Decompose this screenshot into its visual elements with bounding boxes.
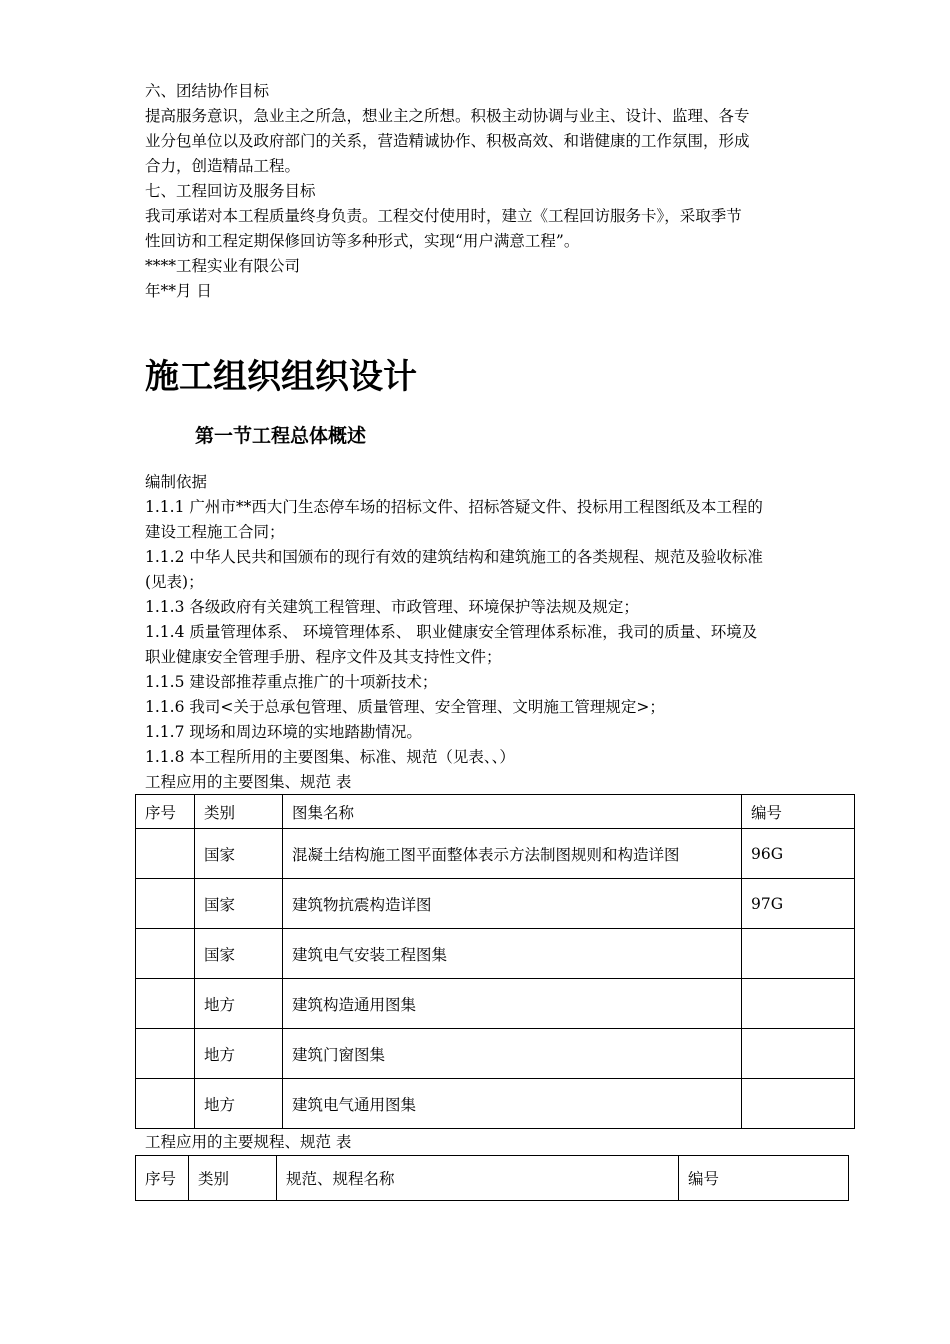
paragraph-line: 业分包单位以及政府部门的关系，营造精诚协作、积极高效、和谐健康的工作氛围，形成 [145, 132, 750, 150]
cell-index [136, 1029, 195, 1079]
cell-category: 地方 [195, 1079, 283, 1129]
paragraph-line: 我司承诺对本工程质量终身负责。工程交付使用时，建立《工程回访服务卡》，采取季节 [145, 207, 742, 225]
cell-name: 建筑物抗震构造详图 [283, 879, 742, 929]
cell-name: 混凝土结构施工图平面整体表示方法制图规则和构造详图 [283, 829, 742, 879]
table-row [136, 1029, 855, 1079]
header-cell-code: 编号 [742, 795, 855, 829]
company-name: ****工程实业有限公司 [145, 257, 301, 275]
header-cell-name: 图集名称 [283, 795, 742, 829]
basis-line: 1.1.6 我司<关于总承包管理、质量管理、安全管理、文明施工管理规定>； [145, 698, 665, 716]
table-row [136, 929, 855, 979]
paragraph-line: 提高服务意识，急业主之所急，想业主之所想。积极主动协调与业主、设计、监理、各专 [145, 107, 750, 125]
heading-service-goal: 七、工程回访及服务目标 [145, 182, 316, 200]
cell-index [136, 1079, 195, 1129]
basis-line: 职业健康安全管理手册、程序文件及其支持性文件； [145, 648, 502, 666]
cell-category: 地方 [195, 1029, 283, 1079]
heading-teamwork-goal: 六、团结协作目标 [145, 82, 270, 100]
cell-name: 建筑电气通用图集 [283, 1079, 742, 1129]
basis-line: 1.1.3 各级政府有关建筑工程管理、市政管理、环境保护等法规及规定； [145, 598, 639, 616]
basis-line: 1.1.1 广州市**西大门生态停车场的招标文件、招标答疑文件、投标用工程图纸及本工程的 [145, 498, 763, 516]
header-cell-code: 编号 [679, 1156, 849, 1201]
cell-code: 96G [742, 829, 855, 879]
header-cell-name: 规范、规程名称 [277, 1156, 679, 1201]
section-title: 第一节工程总体概述 [195, 425, 367, 447]
basis-line: 1.1.2 中华人民共和国颁布的现行有效的建筑结构和建筑施工的各类规程、规范及验收标准 [145, 548, 763, 566]
basis-line: 1.1.4 质量管理体系、 环境管理体系、 职业健康安全管理体系标准，我司的质量、环境及 [145, 623, 758, 641]
paragraph-line: 合力，创造精品工程。 [145, 157, 301, 175]
cell-code: 97G [742, 879, 855, 929]
basis-line: 1.1.8 本工程所用的主要图集、标准、规范（见表、、） [145, 748, 515, 766]
basis-line: 1.1.5 建设部推荐重点推广的十项新技术； [145, 673, 438, 691]
cell-category: 地方 [195, 979, 283, 1029]
basis-line: (见表)； [145, 573, 204, 591]
cell-index [136, 929, 195, 979]
cell-index [136, 829, 195, 879]
table-header-row [136, 1156, 849, 1201]
header-cell-index: 序号 [136, 1156, 189, 1201]
cell-code [742, 1079, 855, 1129]
atlas-table [135, 794, 855, 1129]
cell-code [742, 929, 855, 979]
cell-name: 建筑门窗图集 [283, 1029, 742, 1079]
basis-line: 建设工程施工合同； [145, 523, 285, 541]
table2-caption: 工程应用的主要规程、规范 表 [145, 1133, 352, 1151]
cell-category: 国家 [195, 829, 283, 879]
paragraph-line: 性回访和工程定期保修回访等多种形式，实现“用户满意工程”。 [145, 232, 580, 250]
table-row [136, 979, 855, 1029]
table1-caption: 工程应用的主要图集、规范 表 [145, 773, 352, 791]
basis-line: 1.1.7 现场和周边环境的实地踏勘情况。 [145, 723, 422, 741]
standards-table [135, 1155, 849, 1201]
header-cell-index: 序号 [136, 795, 195, 829]
cell-category: 国家 [195, 929, 283, 979]
cell-category: 国家 [195, 879, 283, 929]
cell-index [136, 979, 195, 1029]
table-header-row [136, 795, 855, 829]
table-row [136, 879, 855, 929]
cell-code [742, 979, 855, 1029]
cell-index [136, 879, 195, 929]
cell-name: 建筑构造通用图集 [283, 979, 742, 1029]
table-row [136, 829, 855, 879]
header-cell-category: 类别 [195, 795, 283, 829]
cell-name: 建筑电气安装工程图集 [283, 929, 742, 979]
cell-code [742, 1029, 855, 1079]
header-cell-category: 类别 [189, 1156, 277, 1201]
document-title: 施工组织组织设计 [145, 357, 417, 397]
table-row [136, 1079, 855, 1129]
date-line: 年**月 日 [145, 282, 212, 300]
basis-heading: 编制依据 [145, 473, 208, 491]
